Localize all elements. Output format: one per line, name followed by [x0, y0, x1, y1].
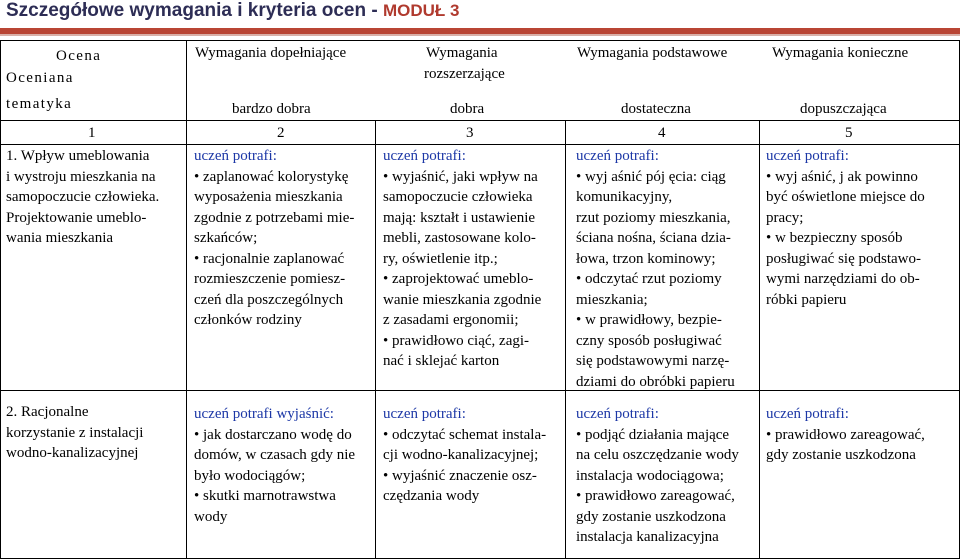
number-row-divider	[0, 144, 960, 145]
row2-col2	[194, 404, 355, 527]
row1-topic-line: samopoczucie człowieka.	[6, 189, 160, 205]
row1-col4-line: • odczytać rzut poziomy	[576, 271, 722, 287]
row2-col5-heading: uczeń potrafi:	[766, 406, 849, 422]
table-border-bottom	[0, 558, 960, 559]
header-divider	[0, 120, 960, 121]
row1-col2-line: wyposażenia mieszkania	[194, 189, 343, 205]
row2-col4-line: • podjąć działania mające	[576, 426, 730, 443]
col-divider-3	[565, 120, 566, 559]
row1-col5-heading: uczeń potrafi:	[766, 148, 849, 164]
row1-col3-line: mają: kształt i ustawienie	[383, 209, 536, 226]
row2-topic	[6, 402, 143, 464]
col-divider-2	[375, 120, 376, 559]
row1-col4-line: rzut poziomy mieszkania,	[576, 209, 731, 226]
header-tematyka: tematyka	[6, 96, 73, 112]
row2-col4-line: gdy zostanie uszkodzona	[576, 508, 726, 525]
header-ocena: Ocena	[56, 48, 102, 64]
row2-col2-line: domów, w czasach gdy nie	[194, 447, 356, 463]
row1-col4-line: komunikacyjny,	[576, 189, 673, 205]
grade-dopuszczajaca: dopuszczająca	[800, 101, 887, 117]
row2-col2-heading: uczeń potrafi wyjaśnić:	[194, 406, 334, 422]
row1-col4-line: ściana nośna, ściana dzia-	[576, 230, 731, 246]
row2-col2-line: było wodociągów;	[194, 467, 306, 484]
row1-col2-line: czeń dla poszczególnych	[194, 291, 344, 308]
row2-topic-line: korzystanie z instalacji	[6, 424, 144, 441]
title-divider-shadow	[0, 34, 960, 36]
header-oceniana: Oceniana	[6, 70, 74, 86]
row1-col4-line: mieszkania;	[576, 291, 648, 308]
row1-col3-line: z zasadami ergonomii;	[383, 312, 519, 328]
row2-col2-line: • jak dostarczano wodę do	[194, 426, 352, 443]
row1-col3	[383, 146, 541, 372]
row1-col2-heading: uczeń potrafi:	[194, 148, 277, 164]
grade-bardzo-dobra: bardzo dobra	[232, 101, 311, 117]
row1-col3-line: nać i sklejać karton	[383, 353, 500, 369]
row1-col5-line: • wyj aśnić, j ak powinno	[766, 168, 918, 185]
row2-topic-line: 2. Racjonalne	[6, 404, 89, 420]
row1-col3-line: • wyjaśnić, jaki wpływ na	[383, 168, 538, 185]
row1-col4-heading: uczeń potrafi:	[576, 148, 659, 164]
row2-col3	[383, 404, 546, 507]
row2-col3-line: • wyjaśnić znaczenie osz-	[383, 467, 537, 484]
row1-col3-line: • prawidłowo ciąć, zagi-	[383, 332, 530, 349]
row1-topic-line: i wystroju mieszkania na	[6, 168, 156, 185]
col-number-2: 2	[277, 125, 285, 141]
row1-col3-line: mebli, zastosowane kolo-	[383, 230, 536, 246]
row2-col5-line: • prawidłowo zareagować,	[766, 426, 925, 443]
row2-col2-line: • skutki marnotrawstwa	[194, 488, 336, 504]
row1-col2-line: • racjonalnie zaplanować	[194, 250, 345, 267]
row2-col3-line: cji wodno-kanalizacyjnej;	[383, 447, 539, 463]
header-wymagania-rozszerzajace-line2: rozszerzające	[424, 66, 505, 82]
row1-col3-line: samopoczucie człowieka	[383, 189, 533, 205]
col-divider-1	[186, 40, 187, 559]
row2-col2-line: wody	[194, 508, 228, 525]
row2-col5-line: gdy zostanie uszkodzona	[766, 447, 916, 463]
row1-col4-line: czny sposób posługiwać	[576, 332, 722, 349]
row1-col3-heading: uczeń potrafi:	[383, 148, 466, 164]
grade-dostateczna: dostateczna	[621, 101, 691, 117]
row2-col4-line: • prawidłowo zareagować,	[576, 488, 735, 504]
row2-col4-line: instalacja kanalizacyjna	[576, 529, 719, 545]
row2-col4-line: instalacja wodociągowa;	[576, 467, 724, 484]
header-wymagania-rozszerzajace-line1: Wymagania	[426, 45, 498, 61]
row1-col5-line: być oświetlone miejsce do	[766, 189, 925, 205]
col-number-1: 1	[88, 125, 96, 141]
row1-col3-line: • zaprojektować umeblo-	[383, 271, 534, 287]
page-title	[6, 0, 459, 22]
row2-col3-line: czędzania wody	[383, 488, 480, 504]
grade-dobra: dobra	[450, 101, 485, 117]
row1-topic	[6, 146, 159, 249]
row1-col4-line: • w prawidłowy, bezpie-	[576, 312, 722, 328]
row1-topic-line: wania mieszkania	[6, 230, 114, 246]
row2-col4-heading: uczeń potrafi:	[576, 406, 659, 422]
row2-col5	[766, 404, 925, 466]
row1-col2-line: • zaplanować kolorystykę	[194, 168, 349, 185]
row1-col2-line: rozmieszczenie pomiesz-	[194, 271, 346, 287]
row2-col3-line: • odczytać schemat instala-	[383, 426, 547, 443]
row1-col5-line: wymi narzędziami do ob-	[766, 271, 920, 287]
row1-col4-line: łowa, trzon kominowy;	[576, 250, 716, 267]
row1-topic-line: Projektowanie umeblo-	[6, 209, 147, 226]
row-divider	[0, 390, 960, 391]
col-number-4: 4	[658, 125, 666, 141]
row1-col4-line: • wyj aśnić pój ęcia: ciąg	[576, 168, 726, 185]
row2-col3-heading: uczeń potrafi:	[383, 406, 466, 422]
row1-col4-line: dziami do obróbki papieru	[576, 373, 735, 390]
page-title-prefix: Szczegółowe wymagania i kryteria ocen -	[6, 0, 383, 21]
row1-col5-line: posługiwać się podstawo-	[766, 250, 921, 267]
col-divider-4	[759, 120, 760, 559]
page-title-module: MODUŁ 3	[382, 1, 460, 20]
row1-col2-line: członków rodziny	[194, 312, 302, 328]
table-border-top	[0, 40, 960, 41]
row1-col5-line: róbki papieru	[766, 291, 847, 308]
table-border-left	[0, 40, 1, 559]
row1-col3-line: ry, oświetlenie itp.;	[383, 250, 498, 267]
row1-col4-line: się podstawowymi narzę-	[576, 353, 730, 369]
row1-col5-line: pracy;	[766, 209, 804, 226]
row1-col2	[194, 146, 354, 331]
header-wymagania-podstawowe: Wymagania podstawowe	[577, 45, 728, 61]
row2-col4-line: na celu oszczędzanie wody	[576, 447, 739, 463]
header-wymagania-dopelniajace: Wymagania dopełniające	[195, 45, 347, 61]
col-number-3: 3	[466, 125, 474, 141]
header-wymagania-konieczne: Wymagania konieczne	[772, 45, 909, 61]
row1-col5	[766, 146, 925, 310]
row1-col3-line: wanie mieszkania zgodnie	[383, 291, 542, 308]
row2-col4	[576, 404, 739, 548]
row2-topic-line: wodno-kanalizacyjnej	[6, 445, 139, 461]
row1-col2-line: zgodnie z potrzebami mie-	[194, 209, 355, 226]
row1-col5-line: • w bezpieczny sposób	[766, 230, 903, 246]
row1-topic-line: 1. Wpływ umeblowania	[6, 148, 150, 164]
row1-col4	[576, 146, 735, 392]
row1-col2-line: szkańców;	[194, 230, 258, 246]
col-number-5: 5	[845, 125, 853, 141]
